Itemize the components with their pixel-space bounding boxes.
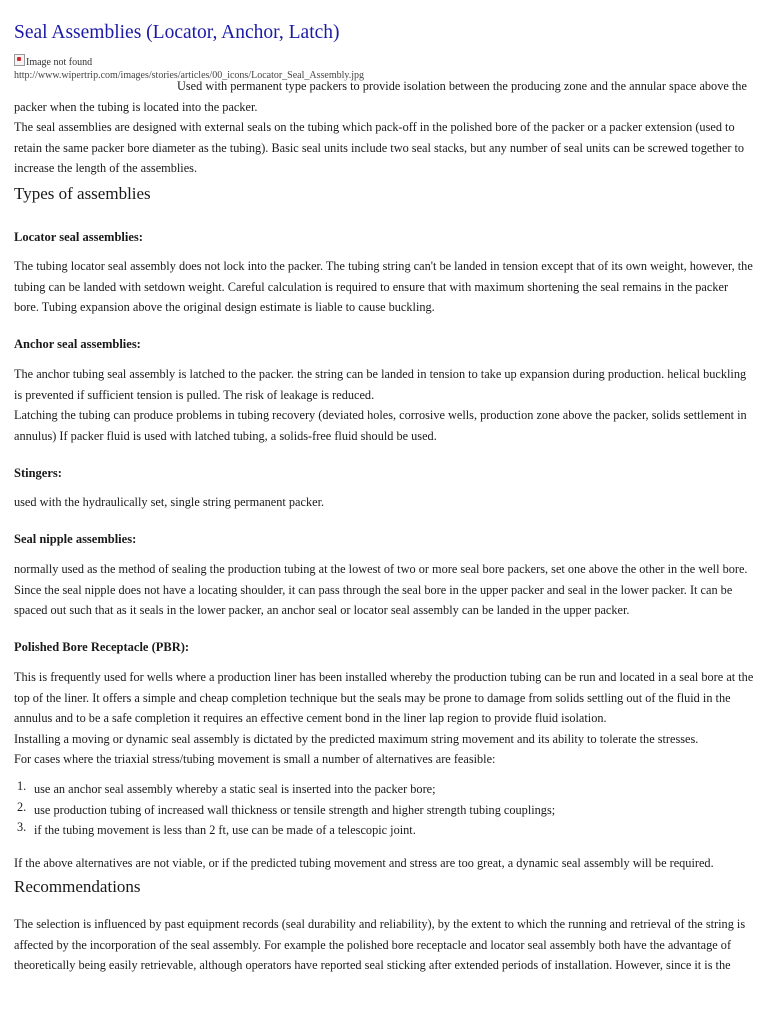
recommendations-body: The selection is influenced by past equipment records (seal durability and reliability), by the extent to which the running and retrieval of the string is affected by the incorporation of the seal assembly. For example the polished bore receptacle and locator seal assembly both have the advantage of theoretically being easily retrievable, although operators have reported seal sticking after extended periods of installation. However, since it is the [14,917,746,973]
locator-body: The tubing locator seal assembly does not lock into the packer. The tubing string can't be landed in tension except that of its own weight, however, the tubing can be landed with setdown weight. Careful calculation is required to ensure that with maximum shortening the seal remains in the packer bore. Tubing expansion above the original design estimate is liable to cause buckling. [14,259,753,315]
nipple-heading: Seal nipple assemblies: [14,532,137,546]
list-item: 1. use an anchor seal assembly whereby a static seal is inserted into the packer bore; [17,779,436,796]
image-alt-text: Image not found [26,57,93,68]
intro-section [14,76,754,179]
intro-paragraph-1: Used with permanent type packers to provide isolation between the producing zone and the annular space above the packer when the tubing is located into the packer. [14,79,747,114]
pbr-body-4: If the above alternatives are not viable, or if the predicted tubing movement and stress are too great, a dynamic seal assembly will be required. [14,856,714,870]
nipple-section [14,559,754,621]
locator-heading: Locator seal assemblies: [14,230,143,244]
alternatives-list [14,779,754,841]
anchor-heading: Anchor seal assemblies: [14,337,141,351]
pbr-body-3: For cases where the triaxial stress/tubing movement is small a number of alternatives are feasible: [14,752,496,767]
anchor-body-1: The anchor tubing seal assembly is latched to the packer. the string can be landed in tension to take up expansion during production. helical buckling is prevented if sufficient tension is pulled. The risk of leakage is reduced. [14,367,747,402]
pbr-section [14,667,754,770]
list-item: 3. if the tubing movement is less than 2 ft, use can be made of a telescopic joint. [17,820,416,838]
types-heading: Types of assemblies [14,184,151,203]
pbr-body-2: Installing a moving or dynamic seal assembly is dictated by the predicted maximum string movement and its ability to tolerate the stresses. [14,731,699,746]
image-url-text: http://www.wipertrip.com/images/stories/articles/00_icons/Locator_Seal_Assembly.jpg [14,70,365,81]
stingers-body: used with the hydraulically set, single string permanent packer. [14,495,325,509]
stingers-heading: Stingers: [14,466,62,480]
intro-paragraph-2: The seal assemblies are designed with external seals on the tubing which pack-off in the polished bore of the packer or a packer extension (used to retain the same packer bore diameter as the tubing). Basic seal units include two seal stacks, but any number of seal units can be screwed together to increase the length of the assemblies. [14,120,745,176]
nipple-body-2: Since the seal nipple does not have a locating shoulder, it can pass through the seal bore in the upper packer and seal in the lower packer. It can be spaced out such that as it seals in the lower packer, an anchor seal or locator seal assembly can be landed in the upper packer. [14,582,733,618]
page-title: Seal Assemblies (Locator, Anchor, Latch) [14,22,340,43]
anchor-section [14,364,754,446]
list-item: 2. use production tubing of increased wall thickness or tensile strength and higher strength tubing couplings; [17,799,556,817]
nipple-body-1: normally used as the method of sealing the production tubing at the lowest of two or more seal bore packers, set one above the other in the well bore. [14,562,748,576]
pbr-body-1: This is frequently used for wells where a production liner has been installed whereby the production tubing can be run and located in a seal bore at the top of the liner. It offers a simple and cheap completion technique but the seals may be prone to damage from solids settling out of the fluid in the annulus and to be a safe completion it requires an effective cement bond in the liner lap region to provide fluid isolation. [14,670,754,726]
recommendations-heading: Recommendations [14,877,141,896]
anchor-body-2: Latching the tubing can produce problems in tubing recovery (deviated holes, corrosive wells, production zone above the packer, solids settlement in annulus) If packer fluid is used with latched tubing, a solids-free fluid should be used. [14,408,747,443]
pbr-heading: Polished Bore Receptacle (PBR): [14,640,190,654]
broken-image-icon [14,54,25,66]
